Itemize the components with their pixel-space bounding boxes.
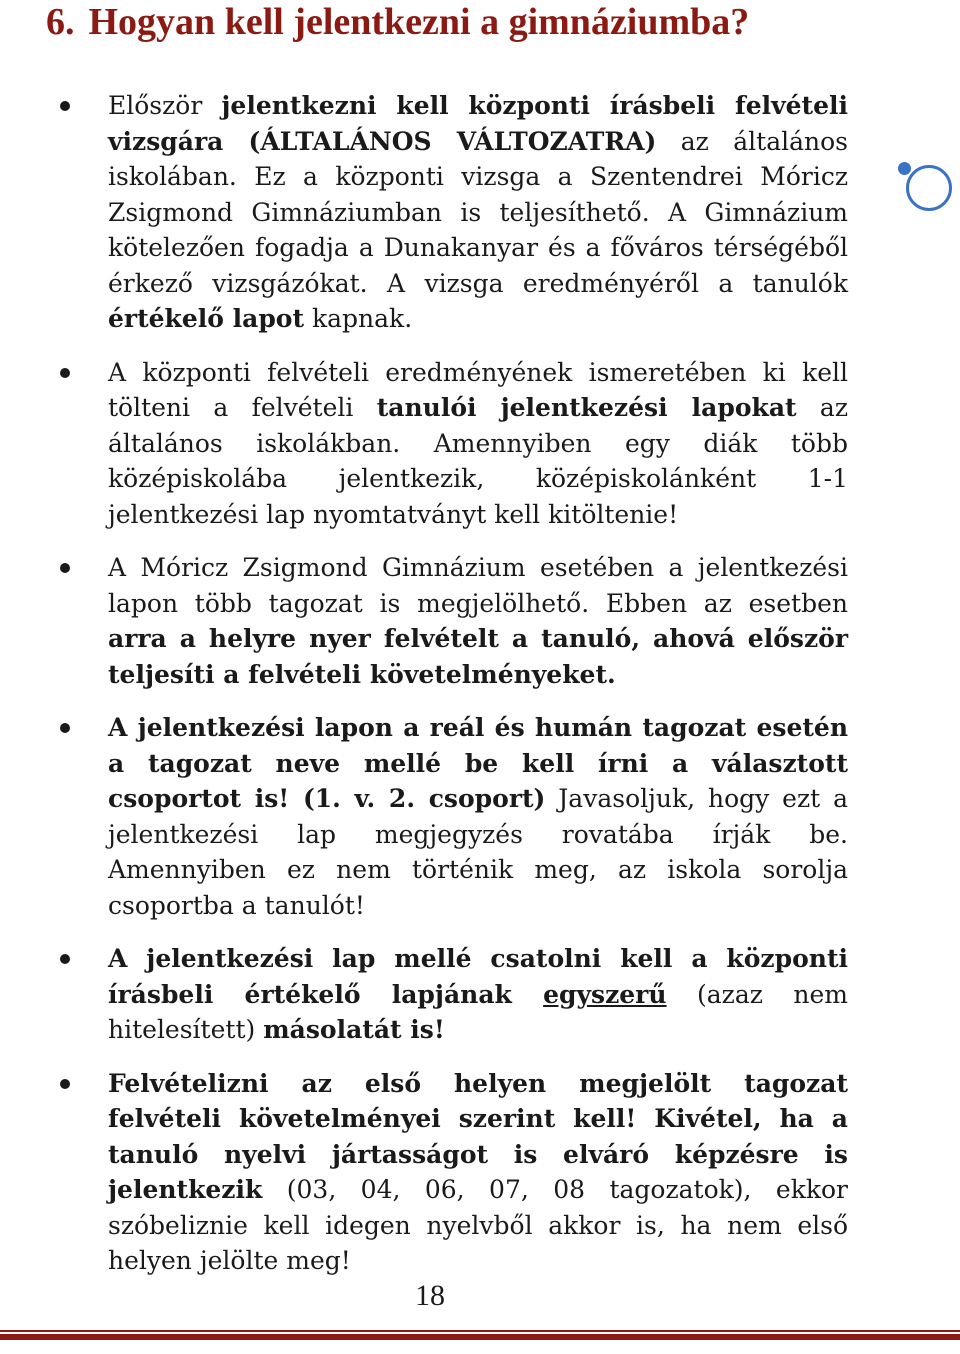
- bold-text-segment: A jelentkezési lap mellé csatolni kell a központi írásbeli értékelő lapjának: [108, 944, 848, 1009]
- heading-title: Hogyan kell jelentkezni a gimnáziumba?: [88, 1, 750, 43]
- bullet-item: [0, 88, 848, 337]
- bullet-item: [0, 355, 848, 533]
- text-segment: A Móricz Zsigmond Gimnázium esetében a jelentkezési lapon több tagozat is megjelölhető. Ebben az esetben: [108, 553, 848, 618]
- bullet-list: [0, 88, 960, 1297]
- text-segment: A központi felvételi eredményének ismeretében ki kell tölteni a felvételi: [108, 357, 848, 422]
- footer-rule-thin: [0, 1330, 960, 1332]
- text-segment: (azaz nem hitelesített): [108, 979, 849, 1044]
- bold-text-segment: A jelentkezési lapon a reál és humán tagozat esetén a tagozat neve mellé be kell írni a választott csoportot is! (1. v. 2. csoport): [108, 713, 848, 813]
- bold-text-segment: értékelő lapot: [108, 304, 305, 333]
- page-number: 18: [415, 1279, 445, 1312]
- bullet-item: [0, 1066, 848, 1279]
- text-segment: Először: [108, 91, 222, 120]
- bullet-item: [0, 710, 848, 923]
- bullet-item: [0, 941, 848, 1048]
- text-segment: Javasoljuk, hogy ezt a jelentkezési lap megjegyzés rovatába írják be. Amennyiben ez nem történik meg, az iskola sorolja csoportba a tanulót!: [108, 784, 848, 920]
- text-segment: az általános iskolában. Ez a központi vizsga a Szentendrei Móricz Zsigmond Gimnáziumban is teljesíthető. A Gimnázium kötelezően fogadja a Dunakanyar és a főváros térségéből érkező vizsgázókat. A vizsga eredményéről a tanulók: [108, 126, 848, 298]
- text-segment: kapnak.: [304, 304, 413, 333]
- heading-number: 6.: [46, 1, 75, 43]
- text-segment: (03, 04, 06, 07, 08 tagozatok), ekkor szóbeliznie kell idegen nyelvből akkor is, ha nem első helyen jelölte meg!: [108, 1175, 848, 1275]
- bold-text-segment: másolatát is!: [263, 1015, 445, 1044]
- page-heading: [46, 0, 749, 44]
- bold-text-segment: jelentkezni kell központi írásbeli felvételi vizsgára (ÁLTALÁNOS VÁLTOZATRA): [108, 91, 848, 156]
- bold-text-segment: arra a helyre nyer felvételt a tanuló, ahová először teljesíti a felvételi követelményeket.: [108, 624, 848, 689]
- bold-text-segment: Felvételizni az első helyen megjelölt tagozat felvételi követelményei szerint kell! Kivétel, ha a tanuló nyelvi jártasságot is elváró képzésre is jelentkezik: [108, 1068, 848, 1204]
- text-segment: az általános iskolákban. Amennyiben egy diák több középiskolába jelentkezik, középiskolánként 1-1 jelentkezési lap nyomtatványt kell kitöltenie!: [108, 393, 849, 529]
- bold-text-segment: tanulói jelentkezési lapokat: [376, 393, 797, 422]
- footer-rule-thick: [0, 1334, 960, 1340]
- bullet-item: [0, 550, 848, 692]
- bold-text-segment: egyszerű: [543, 979, 667, 1009]
